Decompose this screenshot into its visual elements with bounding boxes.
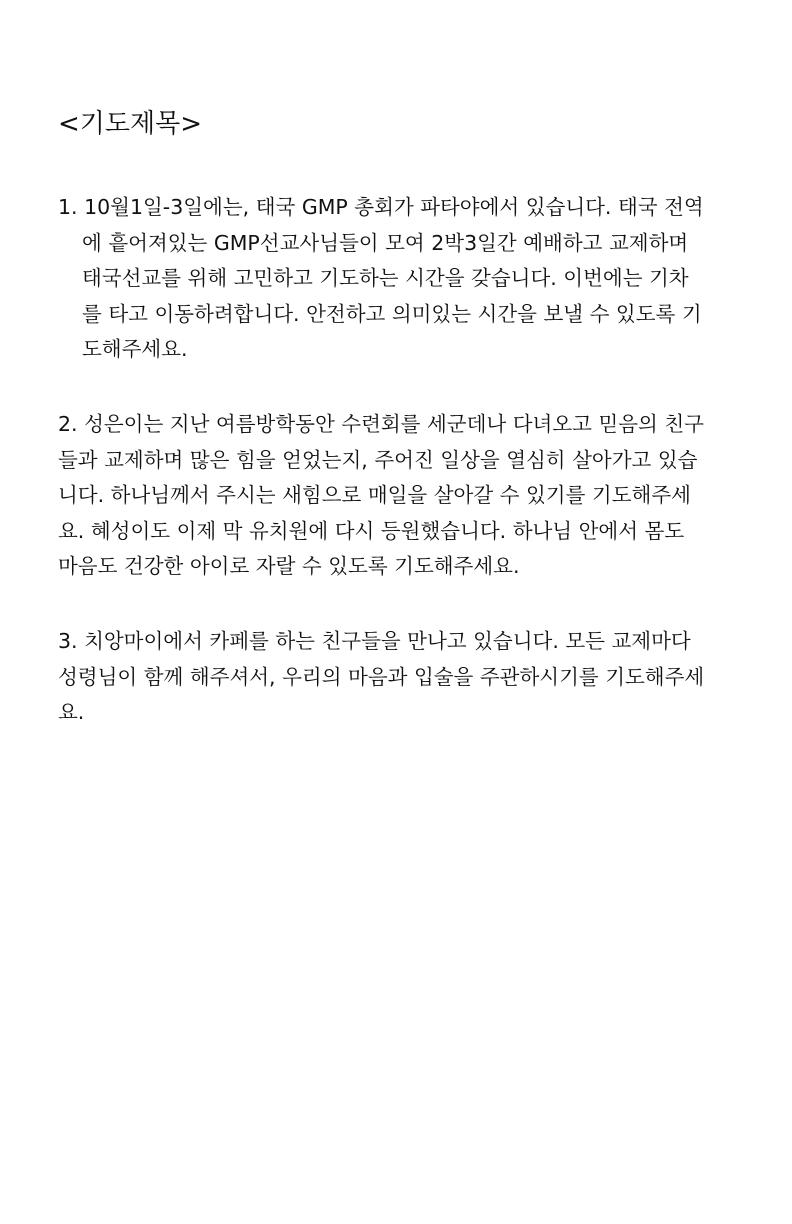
text-line: 를 타고 이동하려합니다. 안전하고 의미있는 시간을 보낼 수 있도록 기 xyxy=(82,301,702,326)
text-line: 요. 혜성이도 이제 막 유치원에 다시 등원했습니다. 하나님 안에서 몸도 xyxy=(58,518,685,543)
text-line: 요. xyxy=(58,700,85,724)
text-line: 성령님이 함께 해주셔서, 우리의 마음과 입술을 주관하시기를 기도해주세 xyxy=(58,664,705,689)
text-line: 들과 교제하며 많은 힘을 얻었는지, 주어진 일상을 열심히 살아가고 있습 xyxy=(58,447,698,472)
prayer-item-3 xyxy=(58,624,730,731)
document-title: <기도제목> xyxy=(58,109,203,139)
text-line: 태국선교를 위해 고민하고 기도하는 시간을 갖습니다. 이번에는 기차 xyxy=(82,266,689,290)
prayer-item-1 xyxy=(58,190,730,368)
text-line: 마음도 건강한 아이로 자랄 수 있도록 기도해주세요. xyxy=(58,554,520,578)
text-line: 에 흩어져있는 GMP선교사님들이 모여 2박3일간 예배하고 교제하며 xyxy=(82,230,689,255)
text-line: 니다. 하나님께서 주시는 새힘으로 매일을 살아갈 수 있기를 기도해주세 xyxy=(58,483,691,507)
text-line: 도해주세요. xyxy=(82,337,188,361)
text-line: 2. 성은이는 지난 여름방학동안 수련회를 세군데나 다녀오고 믿음의 친구 xyxy=(58,412,704,436)
prayer-item-2 xyxy=(58,407,730,585)
text-line: 1. 10월1일-3일에는, 태국 GMP 총회가 파타야에서 있습니다. 태국 전역 xyxy=(58,195,704,219)
text-line: 3. 치앙마이에서 카페를 하는 친구들을 만나고 있습니다. 모든 교제마다 xyxy=(58,629,691,653)
